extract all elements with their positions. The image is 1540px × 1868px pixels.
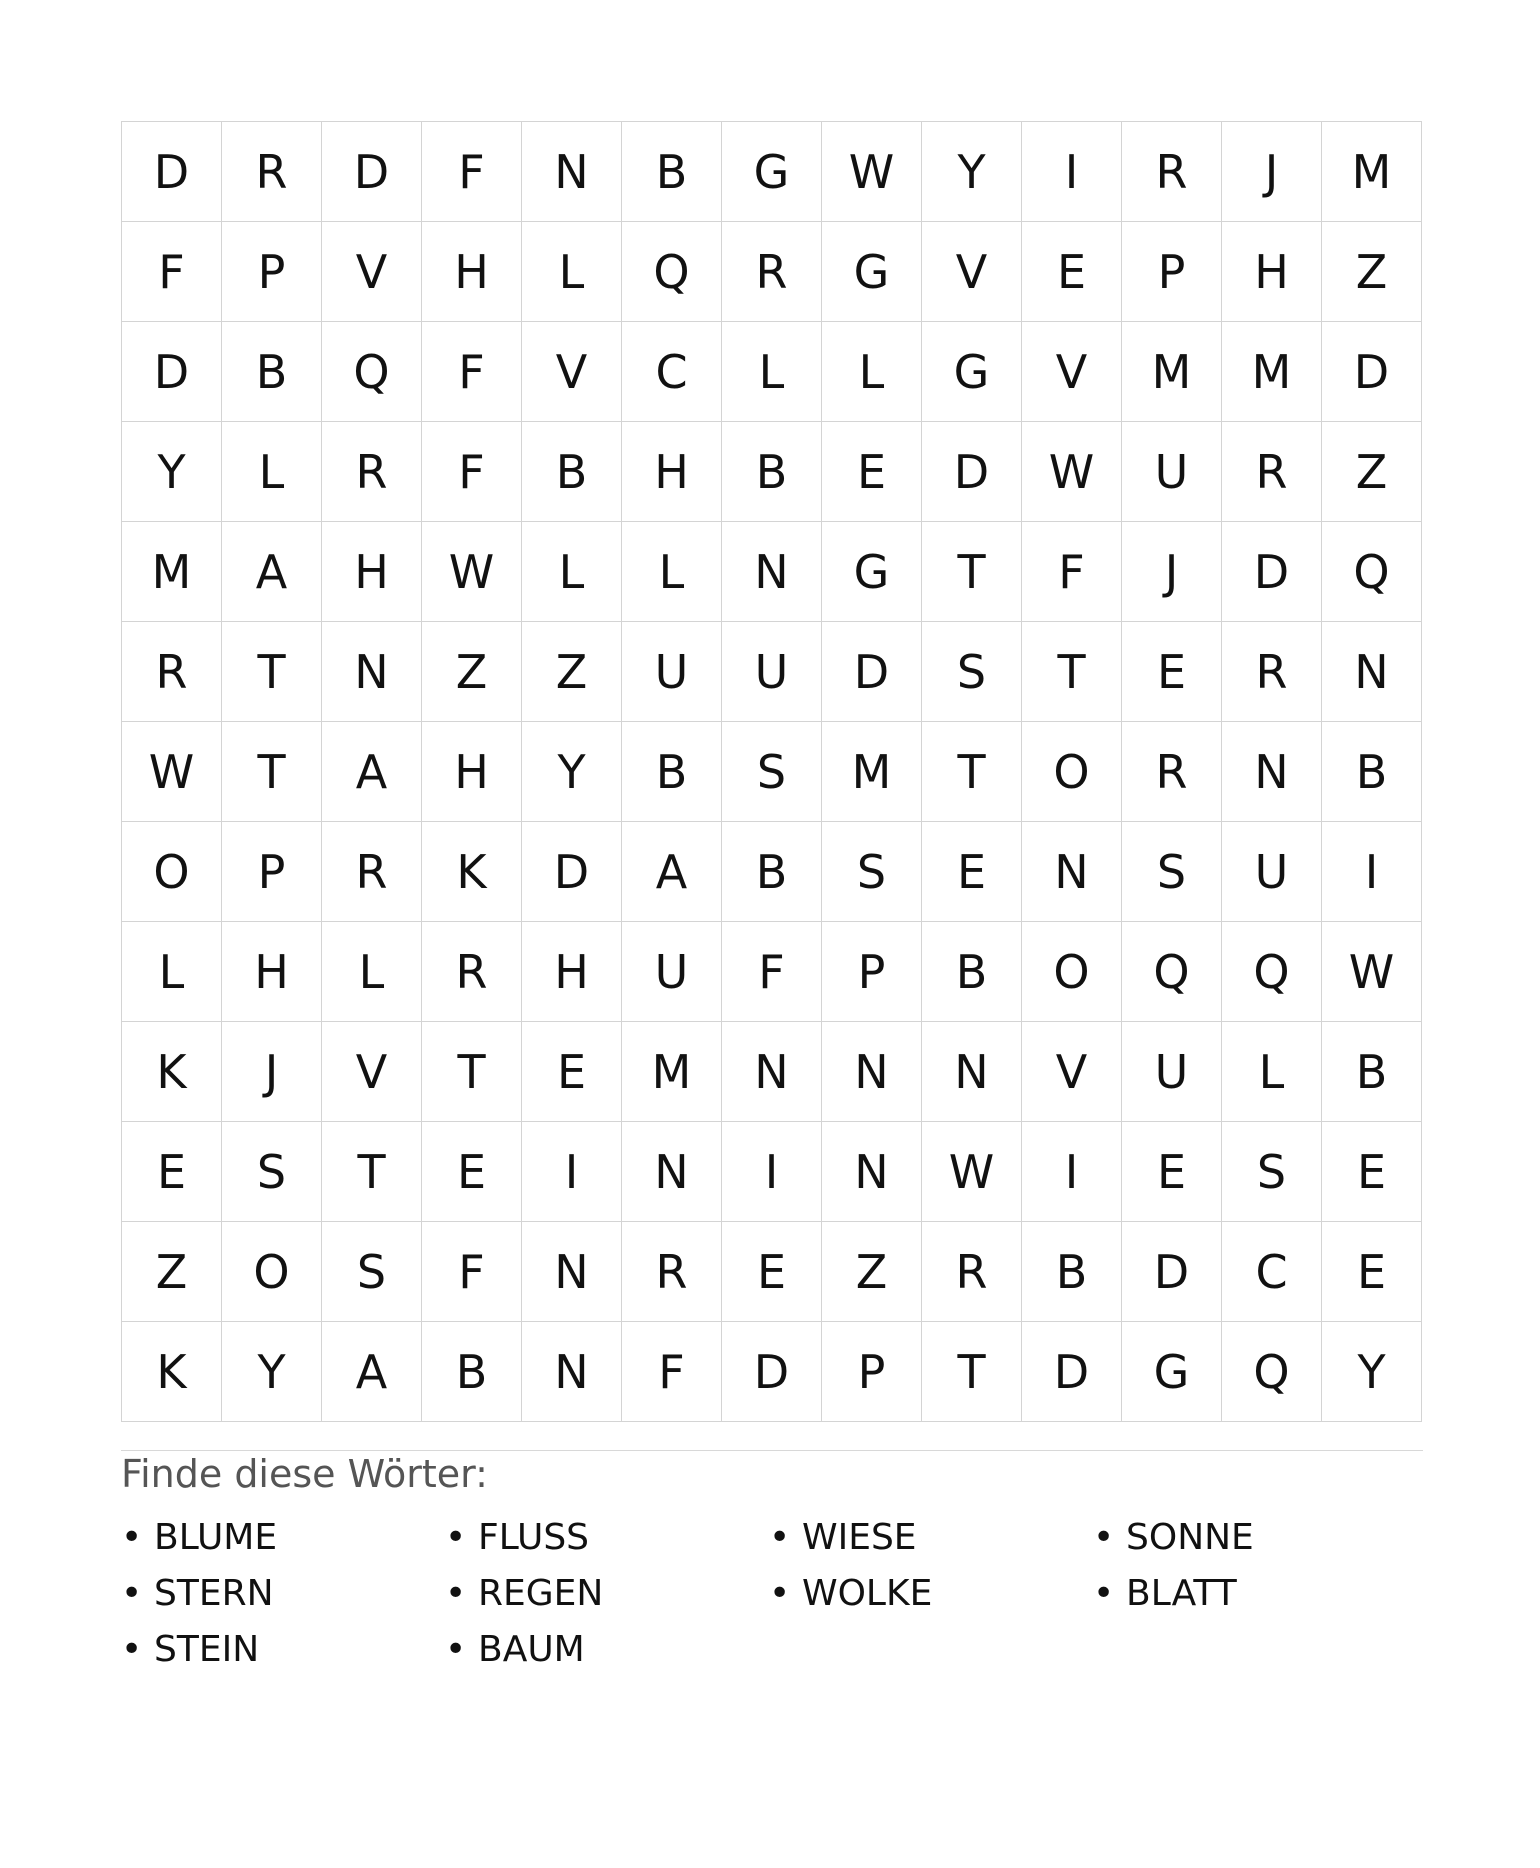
grid-cell[interactable]: W xyxy=(422,522,522,622)
word-list-title: Finde diese Wörter: xyxy=(121,1452,488,1496)
grid-cell[interactable]: N xyxy=(1222,722,1322,822)
grid-cell[interactable]: K xyxy=(122,1022,222,1122)
grid-cell[interactable]: R xyxy=(922,1222,1022,1322)
grid-cell[interactable]: E xyxy=(122,1122,222,1222)
grid-cell[interactable]: W xyxy=(1022,422,1122,522)
grid-cell[interactable]: F xyxy=(722,922,822,1022)
bullet-icon: • xyxy=(121,1573,143,1614)
grid-cell[interactable]: F xyxy=(422,422,522,522)
grid-cell[interactable]: D xyxy=(522,822,622,922)
grid-cell[interactable]: D xyxy=(122,122,222,222)
grid-cell[interactable]: D xyxy=(1322,322,1422,422)
grid-cell[interactable]: T xyxy=(1022,622,1122,722)
word-label: STEIN xyxy=(154,1629,260,1670)
grid-cell[interactable]: V xyxy=(1022,1022,1122,1122)
grid-cell[interactable]: N xyxy=(1322,622,1422,722)
grid-cell[interactable]: Z xyxy=(522,622,622,722)
grid-cell[interactable]: E xyxy=(722,1222,822,1322)
grid-cell[interactable]: E xyxy=(422,1122,522,1222)
grid-cell[interactable]: F xyxy=(422,122,522,222)
grid-cell[interactable]: A xyxy=(322,1322,422,1422)
grid-cell[interactable]: L xyxy=(122,922,222,1022)
grid-cell[interactable]: F xyxy=(422,1222,522,1322)
grid-cell[interactable]: N xyxy=(522,1222,622,1322)
word-item xyxy=(769,1566,1093,1622)
word-label: FLUSS xyxy=(478,1517,590,1558)
grid-cell[interactable]: R xyxy=(1222,622,1322,722)
grid-cell[interactable]: Q xyxy=(1222,1322,1322,1422)
grid-cell[interactable]: Y xyxy=(222,1322,322,1422)
grid-cell[interactable]: B xyxy=(222,322,322,422)
grid-cell[interactable]: O xyxy=(122,822,222,922)
bullet-icon: • xyxy=(121,1517,143,1558)
grid-cell[interactable]: M xyxy=(622,1022,722,1122)
grid-cell[interactable]: K xyxy=(122,1322,222,1422)
grid-cell[interactable]: Q xyxy=(322,322,422,422)
grid-cell[interactable]: N xyxy=(622,1122,722,1222)
grid-cell[interactable]: B xyxy=(722,422,822,522)
grid-cell[interactable]: Y xyxy=(1322,1322,1422,1422)
grid-cell[interactable]: B xyxy=(1322,1022,1422,1122)
grid-cell[interactable]: I xyxy=(722,1122,822,1222)
grid-cell[interactable]: F xyxy=(622,1322,722,1422)
grid-cell[interactable]: B xyxy=(922,922,1022,1022)
grid-cell[interactable]: Z xyxy=(422,622,522,722)
grid-cell[interactable]: F xyxy=(422,322,522,422)
divider xyxy=(121,1450,1423,1451)
grid-cell[interactable]: D xyxy=(1022,1322,1122,1422)
grid-cell[interactable]: A xyxy=(322,722,422,822)
grid-cell[interactable]: R xyxy=(422,922,522,1022)
bullet-icon: • xyxy=(121,1629,143,1670)
grid-cell[interactable]: Z xyxy=(1322,222,1422,322)
word-label: WIESE xyxy=(802,1517,917,1558)
grid-cell[interactable]: T xyxy=(922,1322,1022,1422)
grid-cell[interactable]: R xyxy=(1222,422,1322,522)
word-label: BLATT xyxy=(1126,1573,1237,1614)
grid-cell[interactable]: J xyxy=(1222,122,1322,222)
grid-cell[interactable]: N xyxy=(822,1022,922,1122)
grid-cell[interactable]: R xyxy=(622,1222,722,1322)
grid-cell[interactable]: L xyxy=(622,522,722,622)
grid-cell[interactable]: Q xyxy=(1122,922,1222,1022)
grid-cell[interactable]: G xyxy=(822,522,922,622)
grid-cell[interactable]: P xyxy=(222,222,322,322)
grid-cell[interactable]: T xyxy=(922,722,1022,822)
grid-cell[interactable]: R xyxy=(122,622,222,722)
word-item xyxy=(445,1510,769,1566)
grid-cell[interactable]: F xyxy=(122,222,222,322)
grid-cell[interactable]: G xyxy=(722,122,822,222)
grid-cell[interactable]: W xyxy=(922,1122,1022,1222)
grid-cell[interactable]: L xyxy=(1222,1022,1322,1122)
grid-cell[interactable]: O xyxy=(222,1222,322,1322)
grid-cell[interactable]: D xyxy=(122,322,222,422)
grid-cell[interactable]: E xyxy=(522,1022,622,1122)
grid-cell[interactable]: H xyxy=(522,922,622,1022)
grid-cell[interactable]: P xyxy=(822,1322,922,1422)
grid-cell[interactable]: R xyxy=(322,422,422,522)
grid-cell[interactable]: B xyxy=(1322,722,1422,822)
grid-cell[interactable]: Z xyxy=(122,1222,222,1322)
word-item xyxy=(121,1622,445,1678)
grid-cell[interactable]: L xyxy=(222,422,322,522)
grid-cell[interactable]: T xyxy=(322,1122,422,1222)
grid-cell[interactable]: A xyxy=(222,522,322,622)
word-item xyxy=(445,1566,769,1622)
grid-cell[interactable]: Y xyxy=(122,422,222,522)
grid-cell[interactable]: I xyxy=(1322,822,1422,922)
grid-cell[interactable]: D xyxy=(922,422,1022,522)
grid-cell[interactable]: E xyxy=(1122,622,1222,722)
grid-cell[interactable]: B xyxy=(522,422,622,522)
grid-cell[interactable]: M xyxy=(1222,322,1322,422)
grid-cell[interactable]: E xyxy=(922,822,1022,922)
grid-cell[interactable]: D xyxy=(322,122,422,222)
grid-cell[interactable]: N xyxy=(722,522,822,622)
grid-cell[interactable]: R xyxy=(1122,122,1222,222)
grid-cell[interactable]: V xyxy=(922,222,1022,322)
grid-cell[interactable]: O xyxy=(1022,922,1122,1022)
grid-cell[interactable]: L xyxy=(822,322,922,422)
grid-cell[interactable]: B xyxy=(422,1322,522,1422)
grid-cell[interactable]: S xyxy=(222,1122,322,1222)
word-label: STERN xyxy=(154,1573,274,1614)
grid-cell[interactable]: H xyxy=(622,422,722,522)
grid-cell[interactable]: E xyxy=(1322,1222,1422,1322)
grid-cell[interactable]: J xyxy=(222,1022,322,1122)
grid-cell[interactable]: T xyxy=(422,1022,522,1122)
grid-cell[interactable]: M xyxy=(122,522,222,622)
grid-cell[interactable]: P xyxy=(222,822,322,922)
word-search-grid xyxy=(121,121,1422,1422)
grid-cell[interactable]: H xyxy=(422,222,522,322)
grid-cell[interactable]: W xyxy=(822,122,922,222)
grid-cell[interactable]: M xyxy=(1322,122,1422,222)
grid-cell[interactable]: H xyxy=(422,722,522,822)
grid-cell[interactable]: C xyxy=(1222,1222,1322,1322)
grid-cell[interactable]: Q xyxy=(1222,922,1322,1022)
grid-cell[interactable]: Z xyxy=(1322,422,1422,522)
grid-cell[interactable]: B xyxy=(622,122,722,222)
grid-cell[interactable]: S xyxy=(822,822,922,922)
grid-cell[interactable]: N xyxy=(322,622,422,722)
word-item xyxy=(1093,1510,1417,1566)
word-list xyxy=(121,1510,1421,1678)
grid-cell[interactable]: D xyxy=(1222,522,1322,622)
bullet-icon: • xyxy=(445,1629,467,1670)
grid-cell[interactable]: B xyxy=(622,722,722,822)
word-item xyxy=(1093,1566,1417,1622)
grid-cell[interactable]: Y xyxy=(922,122,1022,222)
grid-cell[interactable]: N xyxy=(522,1322,622,1422)
grid-cell[interactable]: I xyxy=(1022,1122,1122,1222)
grid-cell[interactable]: Y xyxy=(522,722,622,822)
grid-cell[interactable]: V xyxy=(522,322,622,422)
grid-cell[interactable]: W xyxy=(1322,922,1422,1022)
word-label: SONNE xyxy=(1126,1517,1254,1558)
word-item xyxy=(121,1510,445,1566)
bullet-icon: • xyxy=(1093,1517,1115,1558)
grid-cell[interactable]: L xyxy=(322,922,422,1022)
grid-cell[interactable]: D xyxy=(722,1322,822,1422)
grid-cell[interactable]: E xyxy=(1322,1122,1422,1222)
bullet-icon: • xyxy=(769,1573,791,1614)
grid-cell[interactable]: V xyxy=(1022,322,1122,422)
word-item xyxy=(445,1622,769,1678)
bullet-icon: • xyxy=(445,1573,467,1614)
grid-cell[interactable]: K xyxy=(422,822,522,922)
grid-cell[interactable]: D xyxy=(822,622,922,722)
grid-cell[interactable]: B xyxy=(1022,1222,1122,1322)
word-label: WOLKE xyxy=(802,1573,933,1614)
grid-cell[interactable]: N xyxy=(822,1122,922,1222)
grid-cell[interactable]: S xyxy=(1122,822,1222,922)
grid-cell[interactable]: E xyxy=(1022,222,1122,322)
grid-cell[interactable]: M xyxy=(1122,322,1222,422)
grid-cell[interactable]: D xyxy=(1122,1222,1222,1322)
grid-cell[interactable]: R xyxy=(322,822,422,922)
grid-cell[interactable]: S xyxy=(922,622,1022,722)
grid-cell[interactable]: E xyxy=(822,422,922,522)
grid-cell[interactable]: R xyxy=(1122,722,1222,822)
word-label: BAUM xyxy=(478,1629,585,1670)
grid-cell[interactable]: E xyxy=(1122,1122,1222,1222)
grid-cell[interactable]: J xyxy=(1122,522,1222,622)
grid-cell[interactable]: N xyxy=(1022,822,1122,922)
grid-cell[interactable]: U xyxy=(1222,822,1322,922)
grid-cell[interactable]: L xyxy=(722,322,822,422)
grid-cell[interactable]: Z xyxy=(822,1222,922,1322)
grid-cell[interactable]: G xyxy=(1122,1322,1222,1422)
grid-cell[interactable]: O xyxy=(1022,722,1122,822)
word-item xyxy=(769,1510,1093,1566)
grid-cell[interactable]: Q xyxy=(622,222,722,322)
grid-cell[interactable]: C xyxy=(622,322,722,422)
grid-cell[interactable]: I xyxy=(522,1122,622,1222)
grid-cell[interactable]: T xyxy=(922,522,1022,622)
grid-cell[interactable]: L xyxy=(522,222,622,322)
grid-cell[interactable]: S xyxy=(322,1222,422,1322)
grid-cell[interactable]: R xyxy=(222,122,322,222)
grid-cell[interactable]: U xyxy=(1122,1022,1222,1122)
grid-cell[interactable]: S xyxy=(1222,1122,1322,1222)
grid-cell[interactable]: U xyxy=(622,922,722,1022)
grid-cell[interactable]: G xyxy=(922,322,1022,422)
grid-cell[interactable]: A xyxy=(622,822,722,922)
grid-cell[interactable]: Q xyxy=(1322,522,1422,622)
word-label: BLUME xyxy=(154,1517,278,1558)
grid-cell[interactable]: U xyxy=(622,622,722,722)
grid-cell[interactable]: L xyxy=(522,522,622,622)
grid-cell[interactable]: V xyxy=(322,1022,422,1122)
grid-cell[interactable]: N xyxy=(922,1022,1022,1122)
grid-cell[interactable]: U xyxy=(1122,422,1222,522)
grid-cell[interactable]: P xyxy=(1122,222,1222,322)
grid-cell[interactable]: M xyxy=(822,722,922,822)
grid-cell[interactable]: T xyxy=(222,722,322,822)
grid-cell[interactable]: S xyxy=(722,722,822,822)
grid-cell[interactable]: N xyxy=(522,122,622,222)
grid-cell[interactable]: I xyxy=(1022,122,1122,222)
grid-cell[interactable]: V xyxy=(322,222,422,322)
grid-cell[interactable]: U xyxy=(722,622,822,722)
word-label: REGEN xyxy=(478,1573,604,1614)
grid-cell[interactable]: G xyxy=(822,222,922,322)
grid-cell[interactable]: W xyxy=(122,722,222,822)
grid-cell[interactable]: B xyxy=(722,822,822,922)
bullet-icon: • xyxy=(1093,1573,1115,1614)
grid-cell[interactable]: H xyxy=(1222,222,1322,322)
grid-cell[interactable]: T xyxy=(222,622,322,722)
grid-cell[interactable]: H xyxy=(322,522,422,622)
grid-cell[interactable]: N xyxy=(722,1022,822,1122)
word-item xyxy=(121,1566,445,1622)
grid-cell[interactable]: P xyxy=(822,922,922,1022)
grid-cell[interactable]: F xyxy=(1022,522,1122,622)
bullet-icon: • xyxy=(769,1517,791,1558)
grid-cell[interactable]: H xyxy=(222,922,322,1022)
bullet-icon: • xyxy=(445,1517,467,1558)
grid-cell[interactable]: R xyxy=(722,222,822,322)
